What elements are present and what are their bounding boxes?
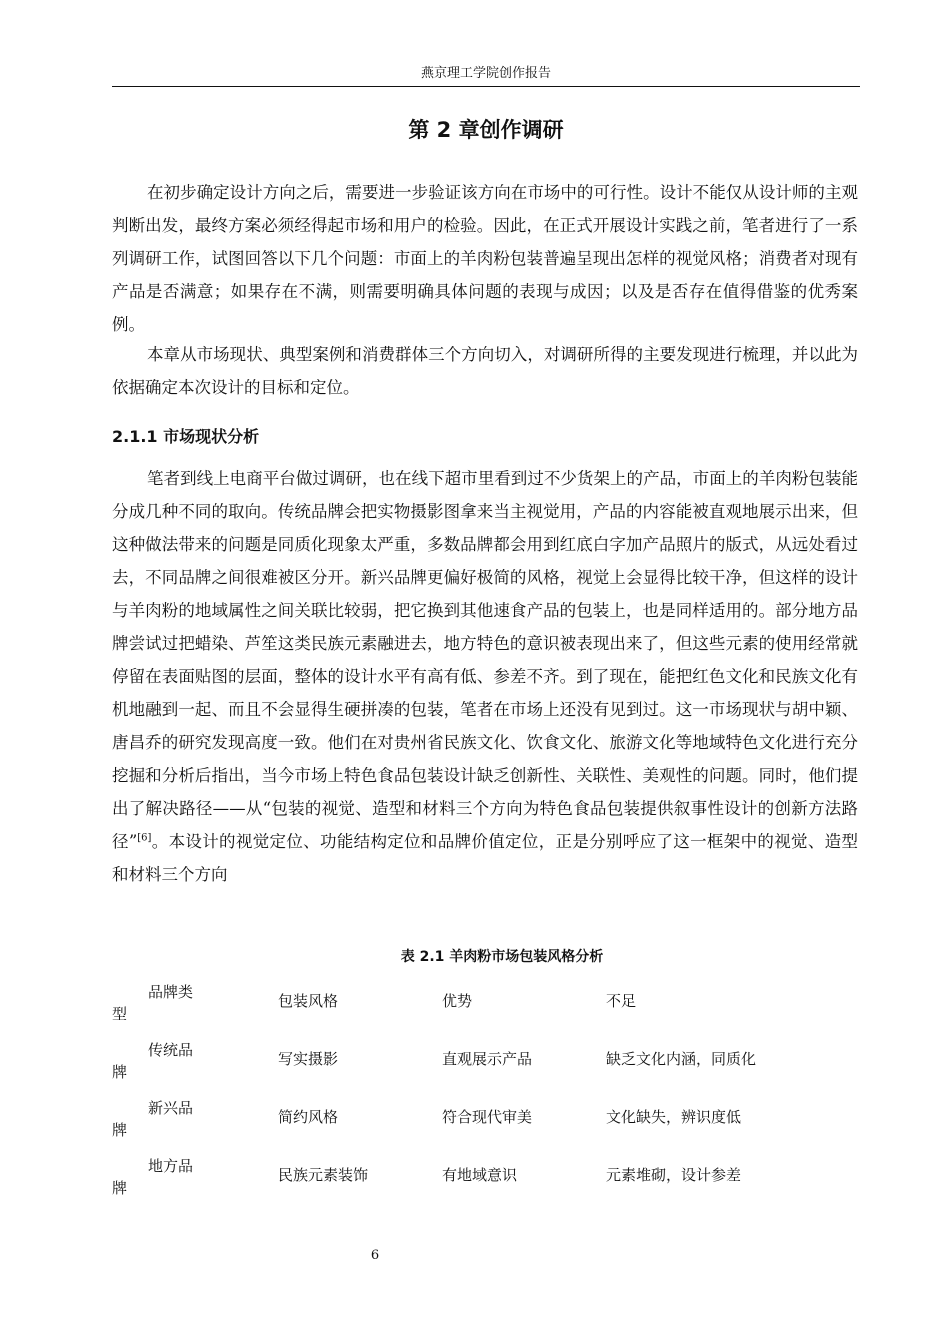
- intro-paragraph-2: 本章从市场现状、典型案例和消费群体三个方向切入，对调研所得的主要发现进行梳理，并以此为依据确定本次设计的目标和定位。: [112, 345, 858, 397]
- table-cell: 传统品牌: [112, 1041, 194, 1081]
- market-analysis-paragraph: [112, 462, 858, 891]
- page-number: 6: [370, 1248, 380, 1263]
- table-row: [112, 1152, 832, 1210]
- citation-reference[interactable]: [6]: [137, 832, 152, 844]
- table-header-row: [112, 978, 832, 1036]
- table-cell: 新兴品牌: [112, 1099, 194, 1139]
- table-row: [112, 1094, 832, 1152]
- table-header-cell: 不足: [606, 992, 637, 1010]
- chapter-title: 第 2 章创作调研: [408, 118, 564, 142]
- table-cell: 地方品牌: [112, 1157, 194, 1197]
- header-divider: [112, 86, 860, 87]
- table-cell: 文化缺失，辨识度低: [606, 1108, 742, 1126]
- table-cell: 元素堆砌，设计参差: [606, 1166, 742, 1184]
- page-header: 燕京理工学院创作报告: [420, 66, 551, 81]
- paragraph-text-before-citation: 笔者到线上电商平台做过调研，也在线下超市里看到过不少货架上的产品，市面上的羊肉粉包装能分成几种不同的取向。传统品牌会把实物摄影图拿来当主视觉用，产品的内容能被直观地展示出来，但这种做法带来的问题是同质化现象太严重，多数品牌都会用到红底白字加产品照片的版式，从远处看过去，不同品牌之间很难被区分开。新兴品牌更偏好极简的风格，视觉上会显得比较干净，但这样的设计与羊肉粉的地域属性之间关联比较弱，把它换到其他速食产品的包装上，也是同样适用的。部分地方品牌尝试过把蜡染、芦笙这类民族元素融进去，地方特色的意识被表现出来了，但这些元素的使用经常就停留在表面贴图的层面，整体的设计水平有高有低、参差不齐。到了现在，能把红色文化和民族文化有机地融到一起、而且不会显得生硬拼凑的包装，笔者在市场上还没有见到过。这一市场现状与胡中颖、唐昌乔的研究发现高度一致。他们在对贵州省民族文化、饮食文化、旅游文化等地域特色文化进行充分挖掘和分析后指出，当今市场上特色食品包装设计缺乏创新性、关联性、美观性的问题。同时，他们提出了解决路径——从“包装的视觉、造型和材料三个方向为特色食品包装提供叙事性设计的创新方法路径”: [112, 469, 858, 851]
- table-cell: 缺乏文化内涵，同质化: [606, 1050, 757, 1068]
- table-cell: 写实摄影: [278, 1050, 339, 1068]
- table-cell: 民族元素装饰: [278, 1166, 369, 1184]
- packaging-style-table: [112, 978, 832, 1210]
- table-cell: 简约风格: [278, 1108, 339, 1126]
- intro-paragraph-1: 在初步确定设计方向之后，需要进一步验证该方向在市场中的可行性。设计不能仅从设计师的主观判断出发，最终方案必须经得起市场和用户的检验。因此，在正式开展设计实践之前，笔者进行了一系列调研工作，试图回答以下几个问题：市面上的羊肉粉包装普遍呈现出怎样的视觉风格；消费者对现有产品是否满意；如果存在不满，则需要明确具体问题的表现与成因；以及是否存在值得借鉴的优秀案例。: [112, 183, 858, 334]
- table-cell: 直观展示产品: [442, 1050, 533, 1068]
- table-cell: 有地域意识: [442, 1166, 518, 1184]
- table-header-cell: 优势: [442, 992, 473, 1010]
- table-cell: 符合现代审美: [442, 1108, 533, 1126]
- table-header-cell: 包装风格: [278, 992, 339, 1010]
- paragraph-text-after-citation: 。本设计的视觉定位、功能结构定位和品牌价值定位，正是分别呼应了这一框架中的视觉、造型和材料三个方向: [112, 832, 859, 884]
- table-header-cell: 品牌类型: [112, 983, 194, 1023]
- table-row: [112, 1036, 832, 1094]
- section-heading: 2.1.1 市场现状分析: [112, 427, 260, 446]
- table-caption: 表 2.1 羊肉粉市场包装风格分析: [400, 949, 604, 965]
